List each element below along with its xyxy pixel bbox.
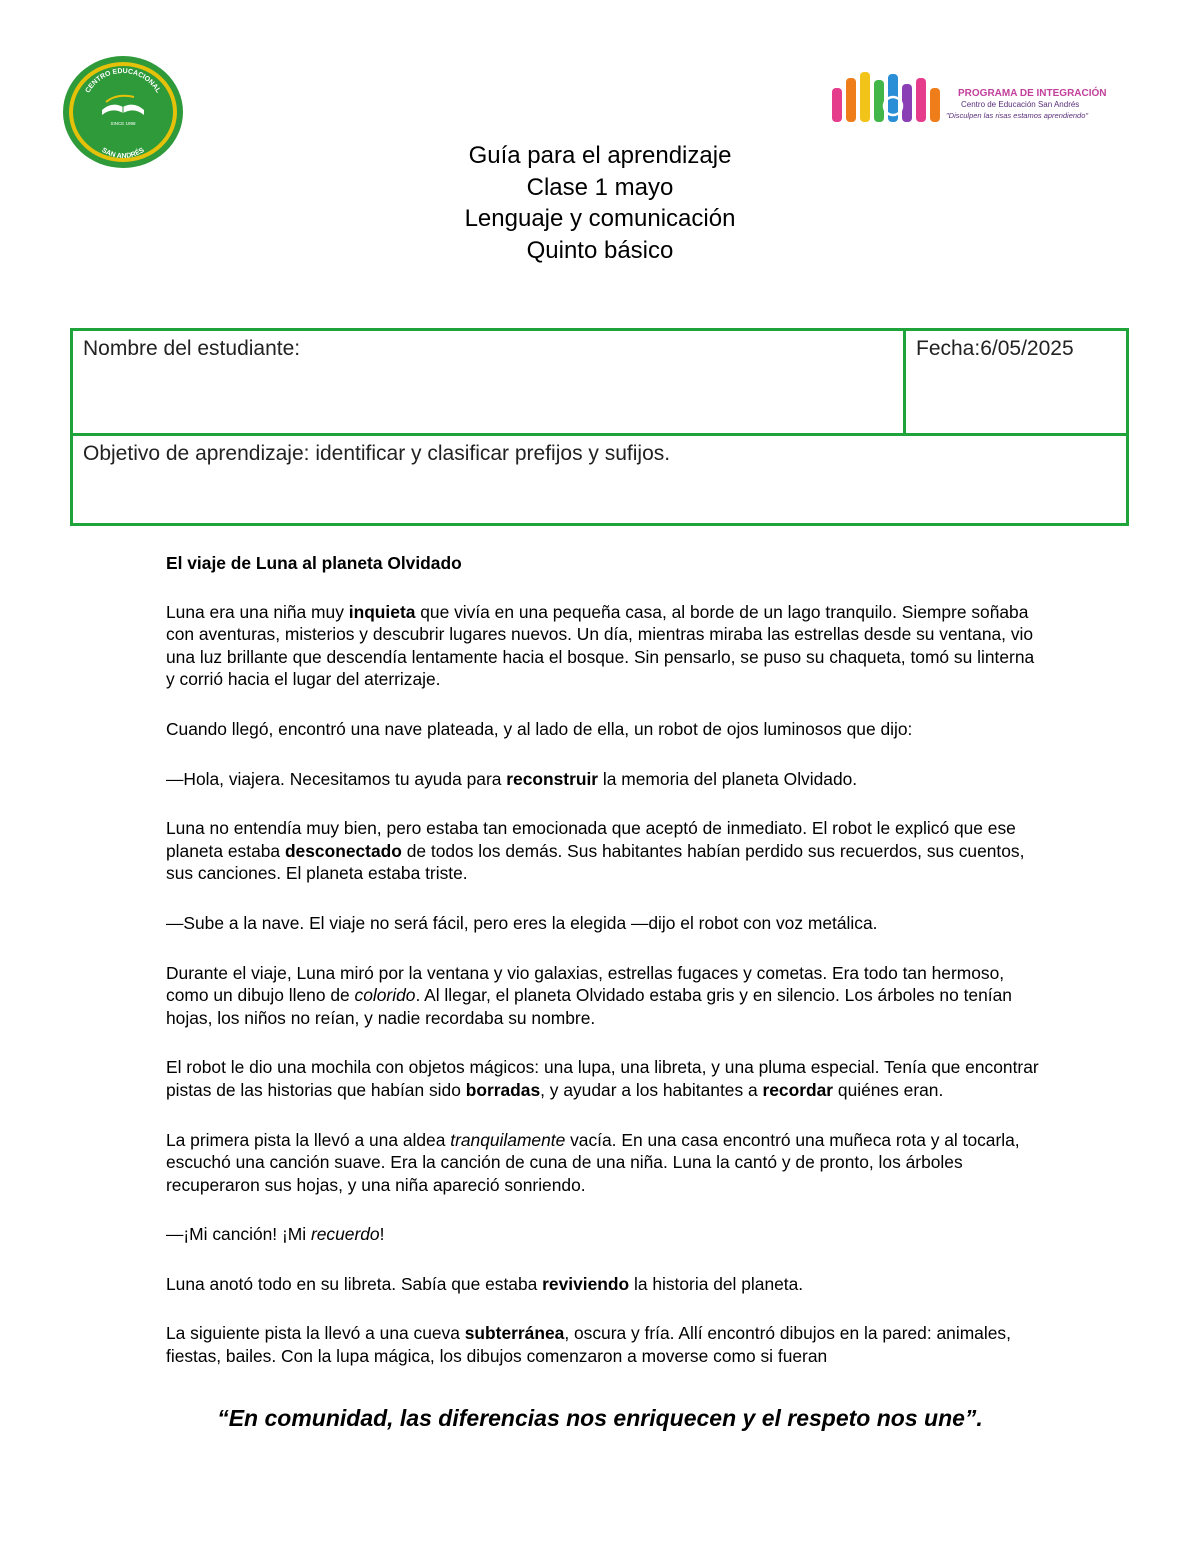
- objective-label: Objetivo de aprendizaje: identificar y clasificar prefijos y sufijos.: [83, 442, 671, 465]
- header-line-3: Lenguaje y comunicación: [464, 205, 736, 232]
- story-paragraph: Luna no entendía muy bien, pero estaba tan emocionada que aceptó de inmediato. El robot le explicó que ese planeta estaba desconectado de todos los demás. Sus habitantes habían perdido sus recuerdos, sus cuentos, sus canciones. El planeta estaba triste.: [166, 818, 1025, 884]
- objective-field: [72, 435, 1128, 525]
- story-paragraph: El robot le dio una mochila con objetos mágicos: una lupa, una libreta, y una pluma especial. Tenía que encontrar pistas de las historias que habían sido borradas, y ayudar a los habitantes a recordar quiénes eran.: [166, 1057, 1039, 1100]
- student-info-table: [70, 328, 1129, 526]
- header-line-2: Clase 1 mayo: [526, 173, 674, 201]
- integration-program-logo: [828, 66, 1138, 130]
- story-paragraph: —Hola, viajera. Necesitamos tu ayuda para reconstruir la memoria del planeta Olvidado.: [166, 768, 858, 789]
- keyword: reconstruir: [506, 768, 599, 789]
- story-paragraph: La siguiente pista la llevó a una cueva subterránea, oscura y fría. Allí encontró dibujos en la pared: animales, fiestas, bailes. Con la lupa mágica, los dibujos comenzaron a moverse como si fueran: [166, 1323, 1011, 1367]
- keyword: borradas: [465, 1079, 541, 1100]
- story-title: El viaje de Luna al planeta Olvidado: [166, 553, 462, 573]
- student-name-label: Nombre del estudiante:: [83, 337, 301, 360]
- program-subtitle: Centro de Educación San Andrés: [961, 100, 1080, 109]
- keyword: reviviendo: [542, 1273, 630, 1294]
- story-paragraph: Durante el viaje, Luna miró por la ventana y vio galaxias, estrellas fugaces y cometas. Era todo tan hermoso, como un dibujo lleno de colorido. Al llegar, el planeta Olvidado estaba gris y en silencio. Los árboles no tenían hojas, los niños no reían, y nadie recordaba su nombre.: [166, 962, 1012, 1028]
- story-paragraph: Luna era una niña muy inquieta que vivía en una pequeña casa, al borde de un lago tranquilo. Siempre soñaba con aventuras, misterios y descubrir lugares nuevos. Un día, mientras miraba las estrellas desde su ventana, vio una luz brillante que descendía lentamente hacia el bosque. Sin pensarlo, se puso su chaqueta, tomó su linterna y corrió hacia el lugar del aterrizaje.: [166, 601, 1035, 690]
- keyword: desconectado: [284, 840, 402, 861]
- story-paragraph: La primera pista la llevó a una aldea tranquilamente vacía. En una casa encontró una muñeca rota y al tocarla, escuchó una canción suave. Era la canción de cuna de una niña. Luna la cantó y de pronto, los árboles recuperaron sus hojas, y una niña apareció sonriendo.: [166, 1129, 1020, 1195]
- header-line-1: Guía para el aprendizaje: [468, 142, 732, 169]
- keyword: recuerdo: [310, 1224, 380, 1245]
- date-label: Fecha:6/05/2025: [916, 337, 1074, 360]
- program-tagline: "Disculpen las risas estamos aprendiendo": [946, 111, 1089, 120]
- story-paragraph: —Sube a la nave. El viaje no será fácil, pero eres la elegida —dijo el robot con voz metálica.: [166, 912, 878, 933]
- story-paragraph: Luna anotó todo en su libreta. Sabía que estaba reviviendo la historia del planeta.: [166, 1273, 804, 1294]
- document-header: [0, 140, 1200, 266]
- logo-year-text: SINCE 1998: [110, 121, 136, 126]
- program-title: PROGRAMA DE INTEGRACIÓN: [958, 88, 1107, 99]
- logo-top-text: CENTRO EDUCACIONAL: [84, 67, 162, 95]
- story-body: [166, 552, 1046, 1395]
- story-paragraph: Cuando llegó, encontró una nave plateada, y al lado de ella, un robot de ojos luminosos que dijo:: [166, 718, 913, 739]
- date-field[interactable]: [905, 330, 1128, 435]
- footer-quote: “En comunidad, las diferencias nos enriquecen y el respeto nos une”.: [217, 1405, 983, 1431]
- keyword: inquieta: [348, 601, 416, 622]
- colorful-hands-icon: [832, 72, 940, 122]
- header-line-4: Quinto básico: [526, 236, 674, 264]
- student-name-field[interactable]: [72, 330, 905, 435]
- keyword: colorido: [354, 985, 416, 1006]
- logo-bottom-text: SAN ANDRÉS: [100, 146, 146, 161]
- keyword: recordar: [762, 1079, 834, 1100]
- story-paragraph: —¡Mi canción! ¡Mi recuerdo!: [166, 1224, 385, 1245]
- keyword: tranquilamente: [450, 1129, 566, 1150]
- keyword: subterránea: [464, 1323, 565, 1344]
